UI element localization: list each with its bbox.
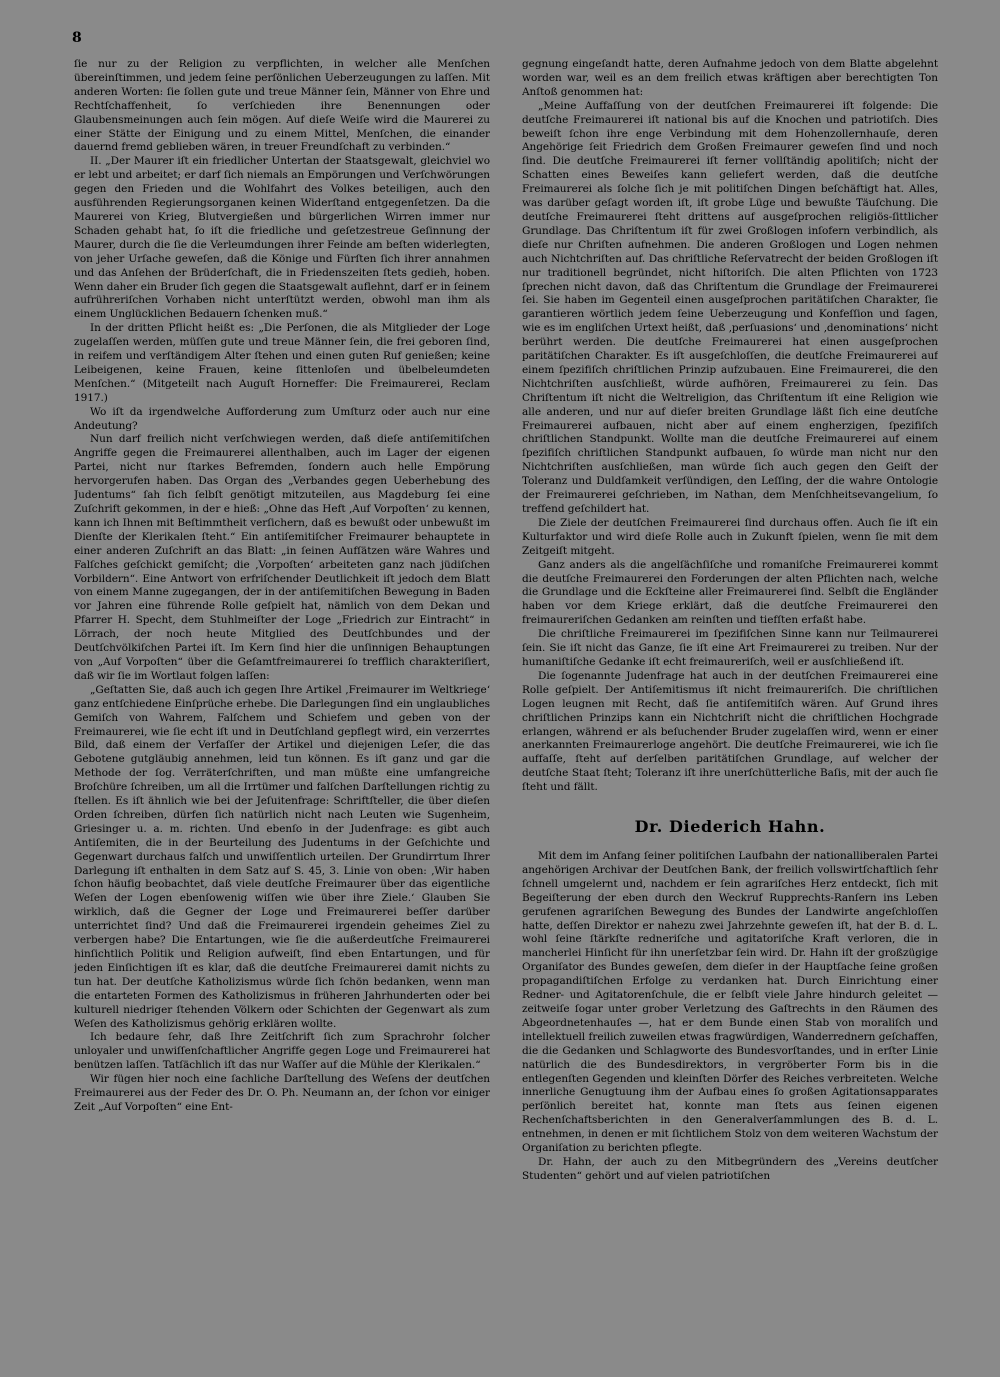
paragraph: „Geſtatten Sie, daß auch ich gegen Ihre Artikel ‚Freimaurer im Weltkriege‘ ganz entſchiedene Einſprüche erhebe. Die Darlegungen ſind ein unglaubliches Gemiſch von Wahrem, Falſchem und Schiefem und geben von der Freimaurerei, wie ſie echt iſt und in Deutſchland gepflegt wird, ein verzerrtes Bild, daß einem der Verfaſſer der Artikel und diejenigen Leſer, die das Gebotene gutgläubig annehmen, leid tun können. Es iſt ganz und gar die Methode der ſog. Verräterſchriften, und man müßte eine umfangreiche Broſchüre ſchreiben, um all die Irrtümer und falſchen Darſtellungen richtig zu ſtellen. Es iſt ähnlich wie bei der Jeſuitenfrage: Schriftſteller, die über dieſen Orden ſchreiben, dürfen ſich natürlich nicht nach Leuten wie Sugenheim, Griesinger u. a. m. richten. Und ebenſo in der Judenfrage: es gibt auch Antiſemiten, die in der Beurteilung des Judentums in der Geſchichte und Gegenwart durchaus falſch und unwiſſentlich urteilen. Der Grundirrtum Ihrer Darlegung iſt enthalten in dem Satz auf S. 45, 3. Linie von oben: ‚Wir haben ſchon häufig beobachtet, daß viele deutſche Freimaurer über das eigentliche Weſen der Logen ebenſowenig wiſſen wie über ihre Ziele.‘ Glauben Sie wirklich, daß die Gegner der Loge und Freimaurerei beſſer darüber unterrichtet ſind? Und daß die Freimaurerei irgendein geheimes Ziel zu verbergen habe? Die Entartungen, wie ſie die außerdeutſche Freimaurerei hinſichtlich Politik und Religion aufweiſt, ſind eben Entartungen, und für jeden Einſichtigen iſt es klar, daß die deutſche Freimaurerei damit nichts zu tun hat. Der deutſche Katholizismus würde ſich ſchön bedanken, wenn man die entarteten Formen des Katholizismus in früheren Jahrhunderten oder bei kulturell niedriger ſtehenden Völkern oder Schichten der Gegenwart als zum Weſen des Katholizismus gehörig erklären wollte. [74, 683, 490, 1030]
left-column [74, 58, 490, 1358]
paragraph: „Meine Auffaſſung von der deutſchen Freimaurerei iſt folgende: Die deutſche Freimaurerei iſt national bis auf die Knochen und patriotiſch. Dies beweiſt ſchon ihre enge Verbindung mit dem Hohenzollernhauſe, deren Angehörige ſeit Friedrich dem Großen Freimaurer geweſen ſind und noch ſind. Die deutſche Freimaurerei iſt ferner vollſtändig apolitiſch; nicht der Schatten eines Beweiſes kann geliefert werden, daß die deutſche Freimaurerei als ſolche ſich je mit politiſchen Dingen beſchäftigt hat. Alles, was darüber geſagt worden iſt, iſt grobe Lüge und bewußte Täuſchung. Die deutſche Freimaurerei ſteht drittens auf ausgeſprochen religiös-ſittlicher Grundlage. Das Chriſtentum iſt für zwei Großlogen inſofern verbindlich, als dieſe nur Chriſten aufnehmen. Die anderen Großlogen und Logen nehmen auch Nichtchriſten auf. Das chriſtliche Reſervatrecht der beiden Großlogen iſt nur traditionell begründet, nicht hiſtoriſch. Die alten Pflichten von 1723 ſprechen nicht davon, daß das Chriſtentum die Grundlage der Freimaurerei ſei. Sie haben im Gegenteil einen ausgeſprochen paritätiſchen Charakter, ſie garantieren wörtlich jedem ſeine Ueberzeugung und Konfeſſion und ſagen, wie es im engliſchen Urtext heißt, daß ‚perſuasions‘ und ‚denominations‘ nicht berührt werden. Die deutſche Freimaurerei hat einen ausgeſprochen paritätiſchen Charakter. Es iſt ausgeſchloſſen, die deutſche Freimaurerei auf einem ſpezifiſch chriſtlichen Prinzip aufzubauen. Eine Freimaurerei, die den Nichtchriſten ausſchließt, würde aufhören, Freimaurerei zu ſein. Das Chriſtentum iſt nicht die Weltreligion, das Chriſtentum iſt eine Religion wie alle anderen, und nur auf dieſer breiten Grundlage läßt ſich eine deutſche Freimaurerei aufbauen, nicht aber auf einem engherzigen, ſpezifiſch chriſtlichen Standpunkt. Wollte man die deutſche Freimaurerei auf einem ſpezifiſch chriſtlichen Standpunkt aufbauen, ſo würde man nicht nur den Nichtchriſten ausſchließen, man würde ſich auch gegen den Geiſt der Toleranz und Duldſamkeit verſündigen, den Leſſing, der die wahre Ontologie der Freimaurerei geſchrieben, im Nathan, dem Menſchheitsevangelium, ſo treffend geſchildert hat. [522, 99, 938, 515]
paragraph: Mit dem im Anfang ſeiner politiſchen Laufbahn der nationalliberalen Partei angehörigen Archivar der Deutſchen Bank, der freilich vollswirtſchaftlich ſehr ſchnell umgelernt und, nachdem er ſein agrariſches Herz entdeckt, ſich mit Begeiſterung der eben durch den Weckruf Rupprechts-Ranſern ins Leben gerufenen agrariſchen Bewegung des Bundes der Landwirte angeſchloſſen hatte, deſſen Direktor er nahezu zwei Jahrzehnte geweſen iſt, hat der B. d. L. wohl ſeine ſtärkſte redneriſche und agitatoriſche Kraft verloren, die in mancherlei Hinſicht für ihn unerſetzbar ſein wird. Dr. Hahn iſt der großzügige Organiſator des Bundes geweſen, dem dieſer in der Hauptſache ſeine großen propagandiſtiſchen Erfolge zu verdanken hat. Durch Einrichtung einer Redner- und Agitatorenſchule, die er ſelbſt viele Jahre hindurch geleitet — zeitweiſe ſogar unter grober Verletzung des Gaſtrechts in den Räumen des Abgeordnetenhauſes —, hat er dem Bunde einen Stab von moraliſch und intellektuell freilich zuweilen etwas fragwürdigen, Wanderrednern geſchaffen, die die Gedanken und Schlagworte des Bundesvorſtandes, und in erſter Linie natürlich die des Bundesdirektors, in vergröberter Form bis in die entlegenſten Gegenden und kleinſten Dörfer des Reiches verbreiteten. Welche innerliche Genugtuung ihm der Aufbau eines ſo großen Agitationsapparates perſönlich bereitet hat, konnte man ſtets aus ſeinen eigenen Rechenſchaftsberichten in den Generalverſammlungen des B. d. L. entnehmen, in denen er mit ſichtlichem Stolz von dem weiteren Wachstum der Organiſation zu berichten pflegte. [522, 850, 938, 1155]
section-heading: Dr. Diederich Hahn. [634, 817, 826, 837]
paragraph: Wir fügen hier noch eine ſachliche Darſtellung des Weſens der deutſchen Freimaurerei aus der Feder des Dr. O. Ph. Neumann an, der ſchon vor einiger Zeit „Auf Vorpoſten“ eine Ent- [74, 1073, 490, 1113]
paragraph: II. „Der Maurer iſt ein friedlicher Untertan der Staatsgewalt, gleichviel wo er lebt und arbeitet; er darf ſich niemals an Empörungen und Verſchwörungen gegen den Frieden und die Wohlfahrt des Volkes beteiligen, auch den ausführenden Regierungsorganen keinen Widerſtand entgegenſetzen. Da die Maurerei von Krieg, Blutvergießen und bürgerlichen Wirren immer nur Schaden gehabt hat, ſo iſt die friedliche und geſetzestreue Geſinnung der Maurer, durch die ſie die Verleumdungen ihrer Feinde am beſten widerlegten, von jeher Urſache geweſen, daß die Könige und Fürſten ſich ihrer annahmen und das Anſehen der Brüderſchaft, die in Friedenszeiten ſtets gedieh, hoben. Wenn daher ein Bruder ſich gegen die Staatsgewalt auflehnt, darf er in ſeinem aufrühreriſchen Vorhaben nicht unterſtützt werden, obwohl man ihm als einem Unglücklichen Bedauern ſchenken muß.“ [74, 155, 490, 321]
paragraph: Die ſogenannte Judenfrage hat auch in der deutſchen Freimaurerei eine Rolle geſpielt. Der Antiſemitismus iſt nicht freimaureriſch. Die chriſtlichen Logen leugnen mit Recht, daß ſie antiſemitiſch wären. Auf Grund ihres chriſtlichen Prinzips kann ein Nichtchriſt nicht die chriſtlichen Hochgrade erlangen, während er als beſuchender Bruder zugelaſſen wird, wenn er einer anerkannten Freimaurerloge angehört. Die deutſche Freimaurerei, wie ich ſie auffaſſe, ſteht auf derſelben paritätiſchen Grundlage, auf welcher der deutſche Staat ſteht; Toleranz iſt ihre unerſchütterliche Baſis, mit der auch ſie ſteht und fällt. [522, 669, 938, 794]
page-number: 8 [72, 30, 82, 46]
paragraph: Wo iſt da irgendwelche Aufforderung zum Umſturz oder auch nur eine Andeutung? [74, 405, 490, 432]
right-column [522, 58, 938, 1358]
paragraph: Dr. Hahn, der auch zu den Mitbegründern des „Vereins deutſcher Studenten“ gehört und auf vielen patriotiſchen [522, 1155, 938, 1182]
paragraph: ſie nur zu der Religion zu verpflichten, in welcher alle Menſchen übereinſtimmen, und jedem ſeine perſönlichen Ueberzeugungen zu laſſen. Mit anderen Worten: ſie ſollen gute und treue Männer ſein, Männer von Ehre und Rechtſchaffenheit, ſo verſchieden ihre Benennungen oder Glaubensmeinungen auch ſein mögen. Auf dieſe Weiſe wird die Maurerei zu einer Stätte der Einigung und zu einem Mittel, Menſchen, die einander dauernd fremd geblieben wären, in treuer Freundſchaft zu verbinden.“ [74, 58, 490, 154]
paragraph: In der dritten Pflicht heißt es: „Die Perſonen, die als Mitglieder der Loge zugelaſſen werden, müſſen gute und treue Männer ſein, die frei geboren ſind, in reifem und verſtändigem Alter ſtehen und einen guten Ruf genießen; keine Leibeigenen, keine Frauen, keine ſittenloſen und übelbeleumdeten Menſchen.“ (Mitgeteilt nach Auguſt Horneffer: Die Freimaurerei, Reclam 1917.) [74, 322, 490, 404]
paragraph: Ich bedaure ſehr, daß Ihre Zeitſchrift ſich zum Sprachrohr ſolcher unloyaler und unwiſſenſchaftlicher Angriffe gegen Loge und Freimaurerei hat benützen laſſen. Tatſächlich iſt das nur Waſſer auf die Mühle der Klerikalen.“ [74, 1031, 490, 1072]
paragraph: Ganz anders als die angelſächſiſche und romaniſche Freimaurerei kommt die deutſche Freimaurerei den Forderungen der alten Pflichten nach, welche die Grundlage und die Eckſteine aller Freimaurerei ſind. Selbſt die Engländer haben vor dem Kriege erklärt, daß die deutſche Freimaurerei den freimaureriſchen Gedanken am reinſten und tiefſten erfaßt habe. [522, 558, 938, 627]
paragraph: Die chriſtliche Freimaurerei im ſpezifiſchen Sinne kann nur Teilmaurerei ſein. Sie iſt nicht das Ganze, ſie iſt eine Art Freimaurerei zu treiben. Nur der humaniſtiſche Gedanke iſt echt freimaureriſch, weil er ausſchließend iſt. [522, 628, 938, 668]
paragraph: Nun darf freilich nicht verſchwiegen werden, daß dieſe antiſemitiſchen Angriffe gegen die Freimaurerei allenthalben, auch im Lager der eigenen Partei, nicht nur ſtarkes Befremden, ſondern auch helle Empörung hervorgerufen haben. Das Organ des „Verbandes gegen Ueberhebung des Judentums“ ſah ſich ſelbſt genötigt mitzuteilen, aus Magdeburg ſei eine Zuſchrift gekommen, in der e hieß: „Ohne das Heft ‚Auf Vorpoſten‘ zu kennen, kann ich Ihnen mit Beſtimmtheit verſichern, daß es bewußt oder unbewußt im Dienſte der Klerikalen ſteht.“ Ein antiſemitiſcher Freimaurer behauptete in einer anderen Zuſchrift an das Blatt: „in ſeinen Aufſätzen wäre Wahres und Falſches geſchickt gemiſcht; die ‚Vorpoſten‘ arbeiteten ganz nach jüdiſchen Vorbildern“. Eine Antwort von erfriſchender Deutlichkeit iſt jedoch dem Blatt von einem Manne zugegangen, der in der antiſemitiſchen Bewegung in Baden vor Jahren eine führende Rolle geſpielt hat, nämlich von dem Dekan und Pfarrer H. Specht, dem Stuhlmeiſter der Loge „Friedrich zur Eintracht“ in Lörrach, der noch heute Mitglied des Deutſchbundes und der Deutſchvölkiſchen Partei iſt. Im Kern ſind hier die unſinnigen Behauptungen von „Auf Vorpoſten“ über die Geſamtfreimaurerei ſo trefflich charakteriſiert, daß wir ſie im Wortlaut folgen laſſen: [74, 433, 490, 682]
text-columns [74, 58, 938, 1358]
paragraph: gegnung eingeſandt hatte, deren Aufnahme jedoch von dem Blatte abgelehnt worden war, weil es an dem freilich etwas kräftigen aber berechtigten Ton Anſtoß genommen hat: [522, 58, 938, 98]
paragraph: Die Ziele der deutſchen Freimaurerei ſind durchaus offen. Auch ſie iſt ein Kulturfaktor und wird dieſe Rolle auch in Zukunft ſpielen, wenn ſie mit dem Zeitgeiſt mitgeht. [522, 516, 938, 557]
